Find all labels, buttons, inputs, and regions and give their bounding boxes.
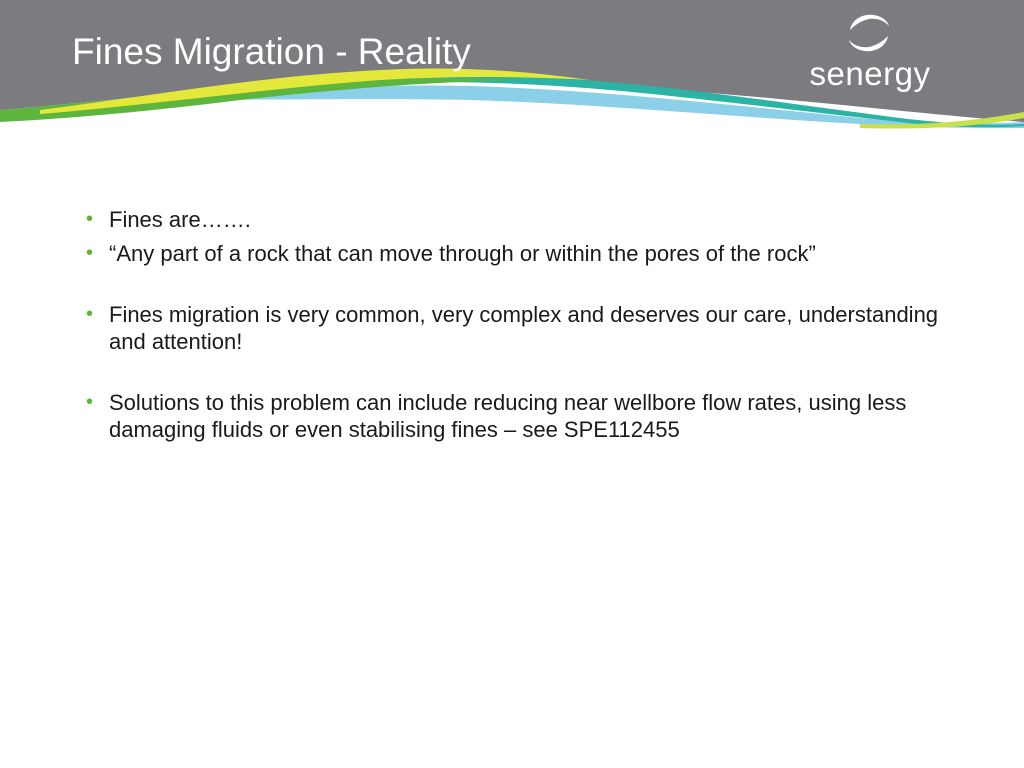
bullet-marker: • bbox=[86, 242, 94, 264]
bullet-text: Solutions to this problem can include reducing near wellbore flow rates, using less damaging fluids or even stabilising fines – see SPE112455 bbox=[109, 390, 907, 442]
bullet-item bbox=[86, 389, 966, 443]
swirl-logo-icon bbox=[844, 10, 894, 56]
bullet-item bbox=[86, 206, 966, 233]
logo-text: senergy bbox=[809, 55, 931, 92]
bullet-text: Fines are……. bbox=[109, 207, 251, 232]
brand-logo bbox=[800, 10, 940, 100]
slide-title: Fines Migration - Reality bbox=[72, 31, 471, 72]
bullet-item bbox=[86, 301, 966, 355]
slide-body bbox=[86, 206, 966, 450]
bullet-item bbox=[86, 240, 966, 267]
bullet-marker: • bbox=[86, 208, 94, 230]
bullet-list bbox=[86, 206, 966, 443]
bullet-marker: • bbox=[86, 391, 94, 413]
bullet-text: Fines migration is very common, very complex and deserves our care, understanding and attention! bbox=[109, 302, 939, 354]
bullet-text: “Any part of a rock that can move through or within the pores of the rock” bbox=[109, 241, 816, 266]
bullet-marker: • bbox=[86, 303, 94, 325]
